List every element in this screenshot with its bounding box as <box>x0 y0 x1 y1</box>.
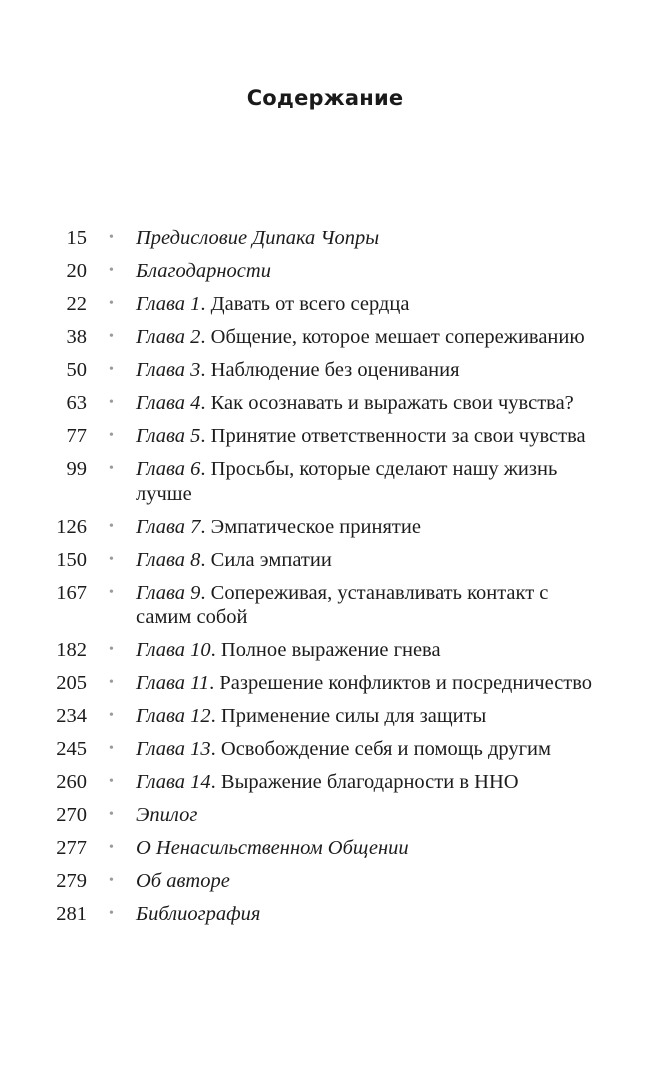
toc-page-number: 63 <box>66 392 87 414</box>
toc-entry-title: Библиография <box>136 903 261 925</box>
chapter-label: Глава 3 <box>136 359 201 381</box>
toc-page-number: 281 <box>56 903 87 925</box>
toc-page-number: 50 <box>66 359 87 381</box>
chapter-title: . Сопереживая, устанавливать контакт с самим собой <box>136 581 549 628</box>
toc-page-number: 270 <box>56 804 87 826</box>
toc-entry <box>0 704 650 729</box>
chapter-label: Глава 10 <box>136 639 211 661</box>
chapter-title: . Освобождение себя и помощь другим <box>210 738 551 760</box>
toc-page-number: 182 <box>56 639 87 661</box>
toc-entry-title: О Ненасильственном Общении <box>136 837 409 859</box>
toc-entry-title: Предисловие Дипака Чопры <box>136 227 380 249</box>
chapter-title: . Эмпатическое принятие <box>200 515 421 538</box>
chapter-label: Глава 14 <box>136 771 211 793</box>
bullet-icon: • <box>109 362 114 377</box>
bullet-icon: • <box>109 428 114 443</box>
bullet-icon: • <box>109 584 114 600</box>
toc-entry <box>0 292 650 317</box>
chapter-label: Глава 4 <box>136 392 201 414</box>
toc-page-number: 167 <box>56 581 87 604</box>
toc-entry <box>0 737 650 762</box>
toc-entry-title: Об авторе <box>136 870 230 892</box>
toc-page-number: 245 <box>56 738 87 760</box>
chapter-title: . Просьбы, которые сделают нашу жизнь лучше <box>136 458 558 505</box>
toc-entry-title: Благодарности <box>136 260 271 282</box>
toc-entry <box>0 457 650 506</box>
toc-entry-title <box>136 424 606 449</box>
bullet-icon: • <box>109 708 114 723</box>
bullet-icon: • <box>109 263 114 278</box>
bullet-icon: • <box>109 774 114 789</box>
chapter-title: . Давать от всего сердца <box>200 293 410 315</box>
toc-entry <box>0 770 650 795</box>
chapter-title: . Разрешение конфликтов и посредничество <box>209 672 593 694</box>
toc-entry <box>0 391 650 416</box>
toc-entry-title <box>136 515 606 540</box>
chapter-label: Глава 12 <box>136 705 211 727</box>
toc-entry-title <box>136 770 606 795</box>
toc-entry <box>0 671 650 696</box>
toc-entry-title <box>136 391 606 416</box>
toc-entry <box>0 548 650 573</box>
toc-page-number: 15 <box>66 227 87 249</box>
toc-entry <box>0 424 650 449</box>
toc-entry <box>0 515 650 540</box>
chapter-label: Глава 1 <box>136 293 201 315</box>
bullet-icon: • <box>109 840 114 855</box>
chapter-title: . Сила эмпатии <box>200 548 332 571</box>
toc-entry-title <box>136 737 606 762</box>
chapter-label: Глава 5 <box>136 425 201 447</box>
toc-entry <box>0 869 650 894</box>
chapter-title: . Полное выражение гнева <box>210 639 441 661</box>
bullet-icon: • <box>109 873 114 888</box>
bullet-icon: • <box>109 395 114 410</box>
toc-entry-title: Эпилог <box>136 804 198 826</box>
toc-entry <box>0 836 650 861</box>
toc-page-number: 38 <box>66 326 87 348</box>
bullet-icon: • <box>109 518 114 534</box>
toc-entry <box>0 638 650 663</box>
page-title: Содержание <box>246 86 404 110</box>
toc-page-number: 277 <box>56 837 87 859</box>
toc-entry <box>0 325 650 350</box>
chapter-title: . Принятие ответственности за свои чувства <box>200 425 586 447</box>
chapter-label: Глава 2 <box>136 326 201 348</box>
toc-page-number: 279 <box>56 870 87 892</box>
bullet-icon: • <box>109 329 114 344</box>
toc-entry-title <box>136 358 606 383</box>
toc-entry-title <box>136 292 606 317</box>
toc-page-number: 150 <box>56 548 87 571</box>
bullet-icon: • <box>109 461 114 476</box>
toc-page-number: 22 <box>66 293 87 315</box>
toc-entry <box>0 358 650 383</box>
chapter-label: Глава 8 <box>136 548 201 571</box>
toc-page-number: 234 <box>56 705 87 727</box>
toc-entry-title <box>136 325 606 350</box>
toc-page-number: 20 <box>66 260 87 282</box>
bullet-icon: • <box>109 906 114 921</box>
chapter-label: Глава 9 <box>136 581 201 604</box>
toc-entry <box>0 581 650 630</box>
chapter-label: Глава 13 <box>136 738 211 760</box>
toc-page-number: 205 <box>56 672 87 694</box>
toc-entry <box>0 259 650 284</box>
chapter-title: . Общение, которое мешает сопереживанию <box>200 326 585 348</box>
toc-entry <box>0 902 650 927</box>
bullet-icon: • <box>109 807 114 822</box>
toc-page-number: 77 <box>66 425 87 447</box>
bullet-icon: • <box>109 296 114 311</box>
chapter-label: Глава 6 <box>136 458 201 480</box>
bullet-icon: • <box>109 741 114 756</box>
bullet-icon: • <box>109 551 114 567</box>
toc-page-number: 260 <box>56 771 87 793</box>
toc-entry-title <box>136 671 606 696</box>
bullet-icon: • <box>109 230 114 245</box>
toc-page-number: 126 <box>56 515 87 538</box>
toc-entry <box>0 803 650 828</box>
table-of-contents <box>0 226 650 935</box>
toc-entry <box>0 226 650 251</box>
toc-entry-title <box>136 581 606 630</box>
toc-page-number: 99 <box>66 458 87 480</box>
chapter-label: Глава 11 <box>136 672 210 694</box>
chapter-title: . Как осознавать и выражать свои чувства? <box>200 392 574 414</box>
toc-entry-title <box>136 548 606 573</box>
toc-entry-title <box>136 704 606 729</box>
bullet-icon: • <box>109 642 114 657</box>
toc-entry-title <box>136 638 606 663</box>
chapter-label: Глава 7 <box>136 515 201 538</box>
chapter-title: . Применение силы для защиты <box>210 705 487 727</box>
chapter-title: . Наблюдение без оценивания <box>200 359 460 381</box>
chapter-title: . Выражение благодарности в ННО <box>210 771 519 793</box>
toc-entry-title <box>136 457 606 506</box>
bullet-icon: • <box>109 675 114 690</box>
